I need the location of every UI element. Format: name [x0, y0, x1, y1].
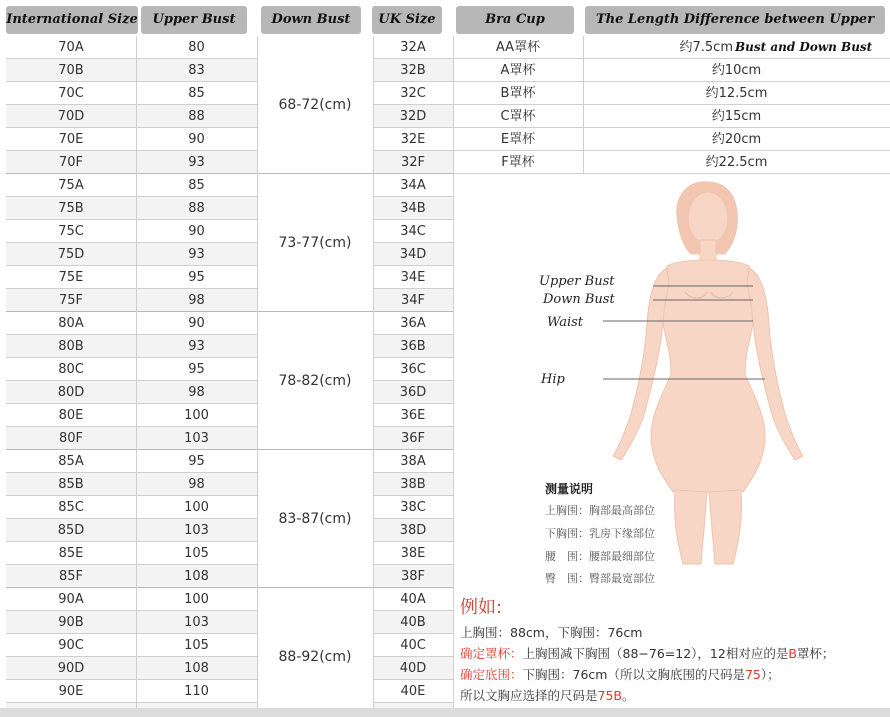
cell-length-difference: 约7.5cm [679, 40, 733, 55]
example-line-1 [460, 622, 890, 643]
cell-international-size: 90C [58, 638, 84, 653]
group-divider [6, 311, 453, 312]
cell-uk-size: 34E [400, 270, 426, 285]
cup-table [453, 36, 890, 174]
cell-upper-bust: 93 [188, 155, 205, 170]
cell-uk-size: 34C [400, 224, 426, 239]
cell-international-size: 85D [57, 523, 85, 538]
cell-uk-size: 40A [400, 592, 426, 607]
cell-uk-size: 38A [400, 454, 426, 469]
cell-international-size: 70D [57, 109, 85, 124]
header-upper-bust: Upper Bust [141, 6, 247, 34]
cell-uk-size: 36E [400, 408, 426, 423]
cell-uk-size: 38C [400, 500, 426, 515]
label-waist: Waist [547, 315, 584, 330]
header-uk-size: UK Size [372, 6, 442, 34]
example-band-result: 75 [744, 667, 761, 682]
cell-uk-size: 32E [400, 132, 426, 147]
cell-upper-bust: 103 [184, 615, 209, 630]
cell-uk-size: 32C [400, 86, 426, 101]
legend-line: 臀 围：臀部最宽部位 [545, 572, 655, 585]
body-measurement-figure [453, 174, 890, 584]
cell-bra-cup: C罩杯 [500, 109, 536, 124]
example-line-3 [460, 664, 890, 685]
cell-international-size: 80B [58, 339, 84, 354]
cell-upper-bust: 88 [188, 201, 205, 216]
example-conclusion-size: 75B [597, 688, 622, 703]
example-band-text: 下胸围：76cm（所以文胸底围的尺码是 [522, 667, 745, 682]
header-bra-cup: Bra Cup [456, 6, 574, 34]
example-cup-suffix: 罩杯； [796, 646, 835, 661]
body-silhouette [453, 174, 890, 584]
cell-uk-size: 36A [400, 316, 426, 331]
cell-international-size: 90D [57, 661, 85, 676]
cell-upper-bust: 103 [184, 431, 209, 446]
cell-international-size: 75F [58, 293, 84, 308]
cell-upper-bust: 103 [184, 523, 209, 538]
legend-line: 上胸围：胸部最高部位 [545, 504, 655, 517]
cell-upper-bust: 95 [188, 270, 205, 285]
cell-length-difference: 约10cm [711, 63, 762, 78]
cell-international-size: 75B [58, 201, 84, 216]
cell-uk-size: 32A [400, 40, 426, 55]
cell-international-size: 75A [58, 178, 84, 193]
cell-uk-size: 32D [399, 109, 427, 124]
cell-bra-cup: AA罩杯 [495, 40, 541, 55]
cell-international-size: 90A [58, 592, 84, 607]
cell-international-size: 70F [58, 155, 84, 170]
cell-upper-bust: 80 [188, 40, 205, 55]
cell-upper-bust: 93 [188, 247, 205, 262]
group-divider [6, 173, 453, 174]
cell-uk-size: 36B [400, 339, 426, 354]
cell-upper-bust: 108 [184, 569, 209, 584]
cell-upper-bust: 110 [184, 684, 209, 699]
cell-uk-size: 36C [400, 362, 426, 377]
cell-upper-bust: 98 [188, 477, 205, 492]
cell-international-size: 90E [58, 684, 84, 699]
cell-international-size: 75D [57, 247, 85, 262]
cell-uk-size: 40D [399, 661, 427, 676]
example-line-2 [460, 643, 890, 664]
cell-upper-bust: 105 [184, 546, 209, 561]
cell-international-size: 80E [58, 408, 84, 423]
example-cup-text: 上胸围减下胸围（88−76=12），12相对应的是 [522, 646, 789, 661]
cell-uk-size: 38D [399, 523, 427, 538]
cell-international-size: 90B [58, 615, 84, 630]
cell-uk-size: 38F [400, 569, 426, 584]
cell-upper-bust: 108 [184, 661, 209, 676]
cell-upper-bust: 90 [188, 132, 205, 147]
cell-international-size: 85F [58, 569, 84, 584]
cell-upper-bust: 100 [184, 408, 209, 423]
cell-upper-bust: 93 [188, 339, 205, 354]
cell-bra-cup: A罩杯 [500, 63, 536, 78]
cell-international-size: 85C [58, 500, 84, 515]
cell-upper-bust: 100 [184, 592, 209, 607]
table-header [0, 0, 890, 36]
cell-down-bust-group: 78-82(cm) [278, 373, 352, 389]
cell-international-size: 70B [58, 63, 84, 78]
cell-bra-cup: E罩杯 [500, 132, 536, 147]
cell-international-size: 75C [58, 224, 84, 239]
cell-international-size: 80C [58, 362, 84, 377]
cell-uk-size: 34B [400, 201, 426, 216]
cell-down-bust-group: 88-92(cm) [278, 649, 352, 665]
cell-upper-bust: 98 [188, 293, 205, 308]
cell-uk-size: 38E [400, 546, 426, 561]
cell-length-difference: 约22.5cm [705, 155, 768, 170]
cell-upper-bust: 88 [188, 109, 205, 124]
legend-line: 下胸围：乳房下缘部位 [545, 527, 655, 540]
cell-international-size: 70C [58, 86, 84, 101]
cell-international-size: 80A [58, 316, 84, 331]
cell-uk-size: 36D [399, 385, 427, 400]
cell-international-size: 80D [57, 385, 85, 400]
cell-international-size: 85B [58, 477, 84, 492]
group-divider [6, 449, 453, 450]
example-conclusion-suffix: 。 [622, 688, 635, 703]
cell-length-difference: 约12.5cm [705, 86, 768, 101]
legend-title: 测量说明 [545, 482, 594, 496]
header-length-difference-continued: Bust and Down Bust [735, 40, 873, 54]
cell-international-size: 70E [58, 132, 84, 147]
cell-uk-size: 34A [400, 178, 426, 193]
cell-length-difference: 约15cm [711, 109, 762, 124]
header-international-size: International Size [6, 6, 138, 34]
legend-line: 腰 围：腰部最细部位 [545, 550, 655, 563]
size-table [6, 36, 453, 708]
column-divider [583, 36, 584, 174]
column-divider [373, 36, 374, 717]
example-line-4 [460, 685, 890, 706]
cell-uk-size: 40B [400, 615, 426, 630]
cell-upper-bust: 90 [188, 224, 205, 239]
label-upper-bust: Upper Bust [539, 274, 615, 289]
cell-bra-cup: F罩杯 [501, 155, 535, 170]
cell-uk-size: 40C [400, 638, 426, 653]
cell-down-bust-group: 68-72(cm) [278, 97, 352, 113]
cell-upper-bust: 90 [188, 316, 205, 331]
example-cup-result: B [788, 646, 797, 661]
cell-uk-size: 32F [400, 155, 426, 170]
cell-upper-bust: 85 [188, 86, 205, 101]
cell-uk-size: 34F [400, 293, 426, 308]
cell-upper-bust: 95 [188, 362, 205, 377]
cell-bra-cup: B罩杯 [500, 86, 536, 101]
example-conclusion-text: 所以文胸应选择的尺码是 [460, 688, 598, 703]
example-block [460, 594, 890, 706]
header-length-difference: The Length Difference between Upper [585, 6, 885, 34]
footer-bar [0, 708, 890, 717]
cell-international-size: 85E [58, 546, 84, 561]
column-divider [136, 36, 137, 717]
cell-international-size: 85A [58, 454, 84, 469]
example-cup-label: 确定罩杯： [460, 646, 523, 661]
cell-down-bust-group: 83-87(cm) [278, 511, 352, 527]
example-title: 例如: [460, 597, 503, 618]
cell-uk-size: 32B [400, 63, 426, 78]
cell-international-size: 75E [58, 270, 84, 285]
cell-upper-bust: 98 [188, 385, 205, 400]
label-hip: Hip [541, 372, 565, 387]
example-band-label: 确定底围： [460, 667, 523, 682]
cell-uk-size: 36F [400, 431, 426, 446]
cell-upper-bust: 95 [188, 454, 205, 469]
cell-upper-bust: 85 [188, 178, 205, 193]
cell-down-bust-group: 73-77(cm) [278, 235, 352, 251]
cell-uk-size: 38B [400, 477, 426, 492]
example-band-suffix: ）； [760, 667, 780, 682]
cell-uk-size: 34D [399, 247, 427, 262]
example-measurements: 上胸围：88cm，下胸围：76cm [460, 625, 643, 640]
label-down-bust: Down Bust [543, 292, 615, 307]
cell-uk-size: 40E [400, 684, 426, 699]
group-divider [6, 587, 453, 588]
cell-length-difference: 约20cm [711, 132, 762, 147]
cell-upper-bust: 105 [184, 638, 209, 653]
column-divider [257, 36, 258, 717]
cell-international-size: 70A [58, 40, 84, 55]
cell-international-size: 80F [58, 431, 84, 446]
cell-upper-bust: 83 [188, 63, 205, 78]
cell-upper-bust: 100 [184, 500, 209, 515]
header-down-bust: Down Bust [261, 6, 361, 34]
